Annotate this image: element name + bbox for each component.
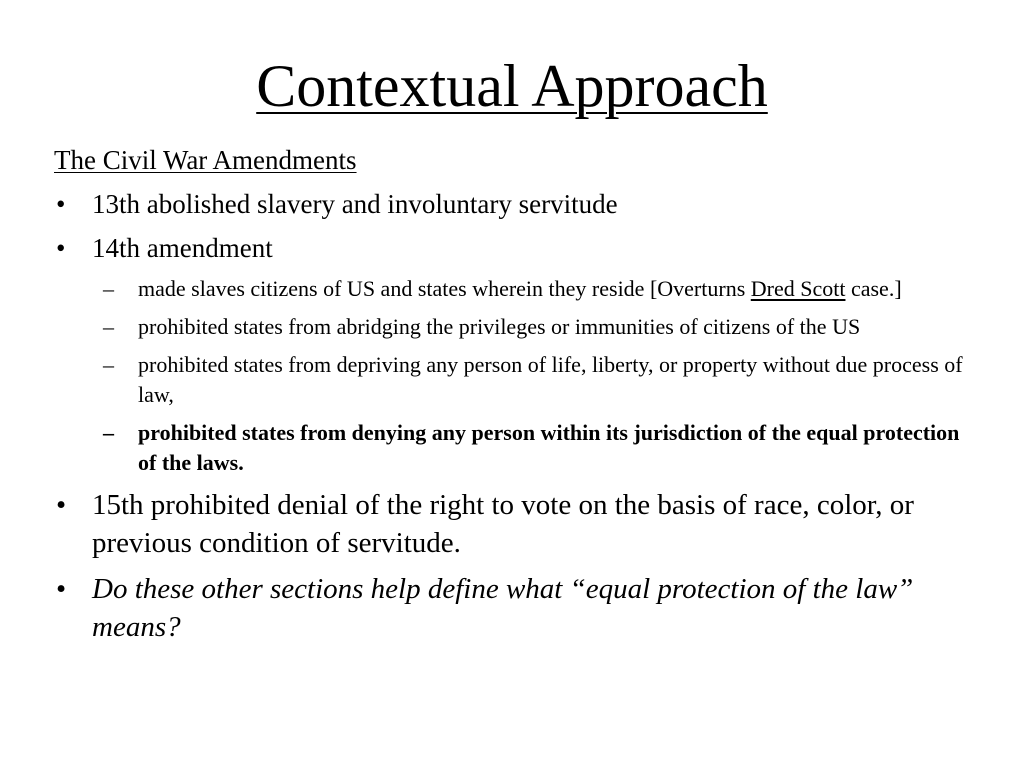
sub-bullet-privileges [54,312,974,342]
sub-text-after: case.] [845,276,902,301]
bullet-15th-amendment [54,486,974,562]
bullet-13th-amendment [54,186,974,222]
case-name: Dred Scott [750,276,846,301]
bullet-mark: • [56,189,66,219]
dash-mark: – [103,314,114,339]
dash-mark: – [103,276,114,301]
dash-mark: – [103,420,114,445]
bullet-question [54,570,974,646]
sub-bullet-citizenship [54,274,974,304]
bullet-text: Do these other sections help define what “equal protection of the law” means? [92,573,914,643]
sub-bullet-equal-protection [54,418,974,478]
slide-body [54,143,974,654]
dash-mark: – [103,352,114,377]
sub-bullet-due-process [54,350,974,410]
bullet-text: 14th amendment [92,233,273,263]
sub-text: prohibited states from abridging the privileges or immunities of citizens of the US [138,314,861,339]
slide-title: Contextual Approach [256,53,768,119]
bullet-mark: • [56,489,67,521]
sub-text: prohibited states from depriving any person of life, liberty, or property without due process of law, [138,352,963,407]
bullet-mark: • [56,573,67,605]
sub-text: prohibited states from denying any person within its jurisdiction of the equal protection of the laws. [138,420,960,475]
sub-text-before: made slaves citizens of US and states wherein they reside [Overturns [138,276,751,301]
subheading: The Civil War Amendments [54,145,357,175]
bullet-14th-amendment [54,230,974,266]
bullet-text: 13th abolished slavery and involuntary servitude [92,189,618,219]
bullet-mark: • [56,233,66,263]
bullet-text: 15th prohibited denial of the right to vote on the basis of race, color, or previous condition of servitude. [92,489,914,559]
